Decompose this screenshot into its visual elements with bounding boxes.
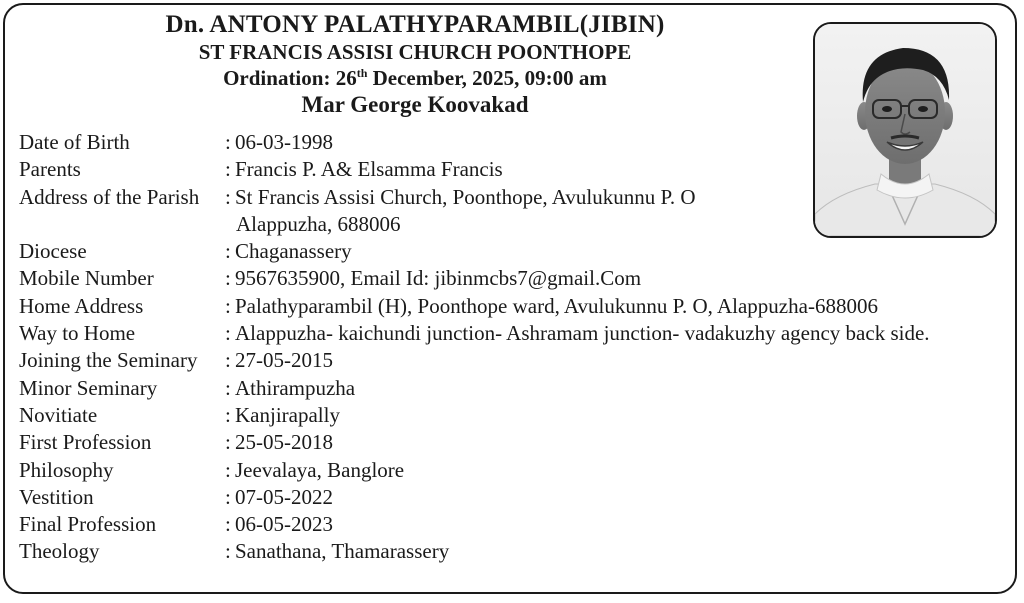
bishop-name: Mar George Koovakad: [301, 92, 529, 117]
detail-colon: :: [225, 512, 231, 537]
detail-row: [19, 511, 930, 538]
ordination-line: [5, 65, 825, 91]
detail-label: Philosophy: [19, 457, 114, 482]
detail-colon: :: [225, 293, 231, 318]
detail-row: [19, 129, 930, 156]
detail-value: 25-05-2018: [235, 430, 333, 455]
detail-value: 06-03-1998: [235, 130, 333, 154]
detail-label: Mobile Number: [19, 266, 154, 291]
header: [5, 11, 825, 119]
detail-row: [19, 156, 930, 183]
detail-label: Theology: [19, 539, 100, 564]
detail-colon: :: [225, 348, 231, 373]
detail-colon: :: [225, 321, 231, 346]
detail-colon: :: [225, 402, 231, 427]
detail-label: Joining the Seminary: [19, 348, 198, 373]
detail-row: [19, 293, 930, 320]
detail-value: Alappuzha, 688006: [236, 211, 401, 236]
church-name: ST FRANCIS ASSISI CHURCH POONTHOPE: [198, 40, 632, 64]
detail-row: [19, 375, 930, 402]
detail-label: Address of the Parish: [19, 184, 200, 209]
profile-card: [3, 3, 1017, 594]
detail-label: Parents: [19, 157, 81, 182]
detail-label: Final Profession: [19, 512, 157, 537]
detail-colon: :: [225, 266, 231, 291]
detail-value: 07-05-2022: [235, 484, 333, 509]
detail-colon: :: [225, 130, 231, 154]
detail-colon: :: [225, 457, 231, 482]
detail-value: 27-05-2015: [235, 348, 333, 373]
detail-value: 9567635900, Email Id: jibinmcbs7@gmail.Com: [235, 266, 642, 291]
detail-value: Alappuzha- kaichundi junction- Ashramam junction- vadakuzhy agency back side.: [235, 321, 930, 346]
ordination-suffix: December, 2025, 09:00 am: [367, 66, 607, 90]
detail-colon: :: [225, 430, 231, 455]
detail-colon: :: [225, 539, 231, 564]
details-list: [19, 129, 930, 566]
detail-row: [19, 238, 930, 265]
detail-colon: :: [225, 157, 231, 182]
detail-label: Way to Home: [19, 321, 136, 346]
detail-value: Palathyparambil (H), Poonthope ward, Avulukunnu P. O, Alappuzha-688006: [235, 293, 878, 318]
detail-value: Athirampuzha: [235, 375, 356, 400]
detail-row-continuation: [19, 211, 930, 238]
detail-row: [19, 265, 930, 292]
detail-value: St Francis Assisi Church, Poonthope, Avulukunnu P. O: [235, 184, 696, 209]
detail-label: Diocese: [19, 239, 87, 264]
detail-row: [19, 457, 930, 484]
detail-row: [19, 484, 930, 511]
detail-label: Novitiate: [19, 402, 98, 427]
detail-label: Vestition: [19, 484, 94, 509]
detail-value: Francis P. A& Elsamma Francis: [235, 157, 503, 182]
detail-value: Chaganassery: [235, 239, 352, 264]
detail-colon: :: [225, 375, 231, 400]
detail-label: Minor Seminary: [19, 375, 158, 400]
detail-row: [19, 538, 930, 565]
detail-row: [19, 184, 930, 211]
ordination-superscript: th: [356, 66, 368, 80]
detail-value: Sanathana, Thamarassery: [235, 539, 450, 564]
ordination-prefix: Ordination: 26: [223, 66, 357, 90]
deacon-name: Dn. ANTONY PALATHYPARAMBIL(JIBIN): [165, 11, 665, 38]
detail-label: Home Address: [19, 293, 144, 318]
detail-label: Date of Birth: [19, 130, 130, 154]
detail-row: [19, 402, 930, 429]
detail-value: 06-05-2023: [235, 512, 333, 537]
detail-row: [19, 320, 930, 347]
detail-row: [19, 429, 930, 456]
detail-colon: :: [225, 239, 231, 264]
detail-value: Jeevalaya, Banglore: [235, 457, 405, 482]
detail-colon: :: [225, 484, 231, 509]
detail-colon: :: [225, 184, 231, 209]
detail-label: First Profession: [19, 430, 152, 455]
detail-row: [19, 347, 930, 374]
detail-value: Kanjirapally: [235, 402, 340, 427]
